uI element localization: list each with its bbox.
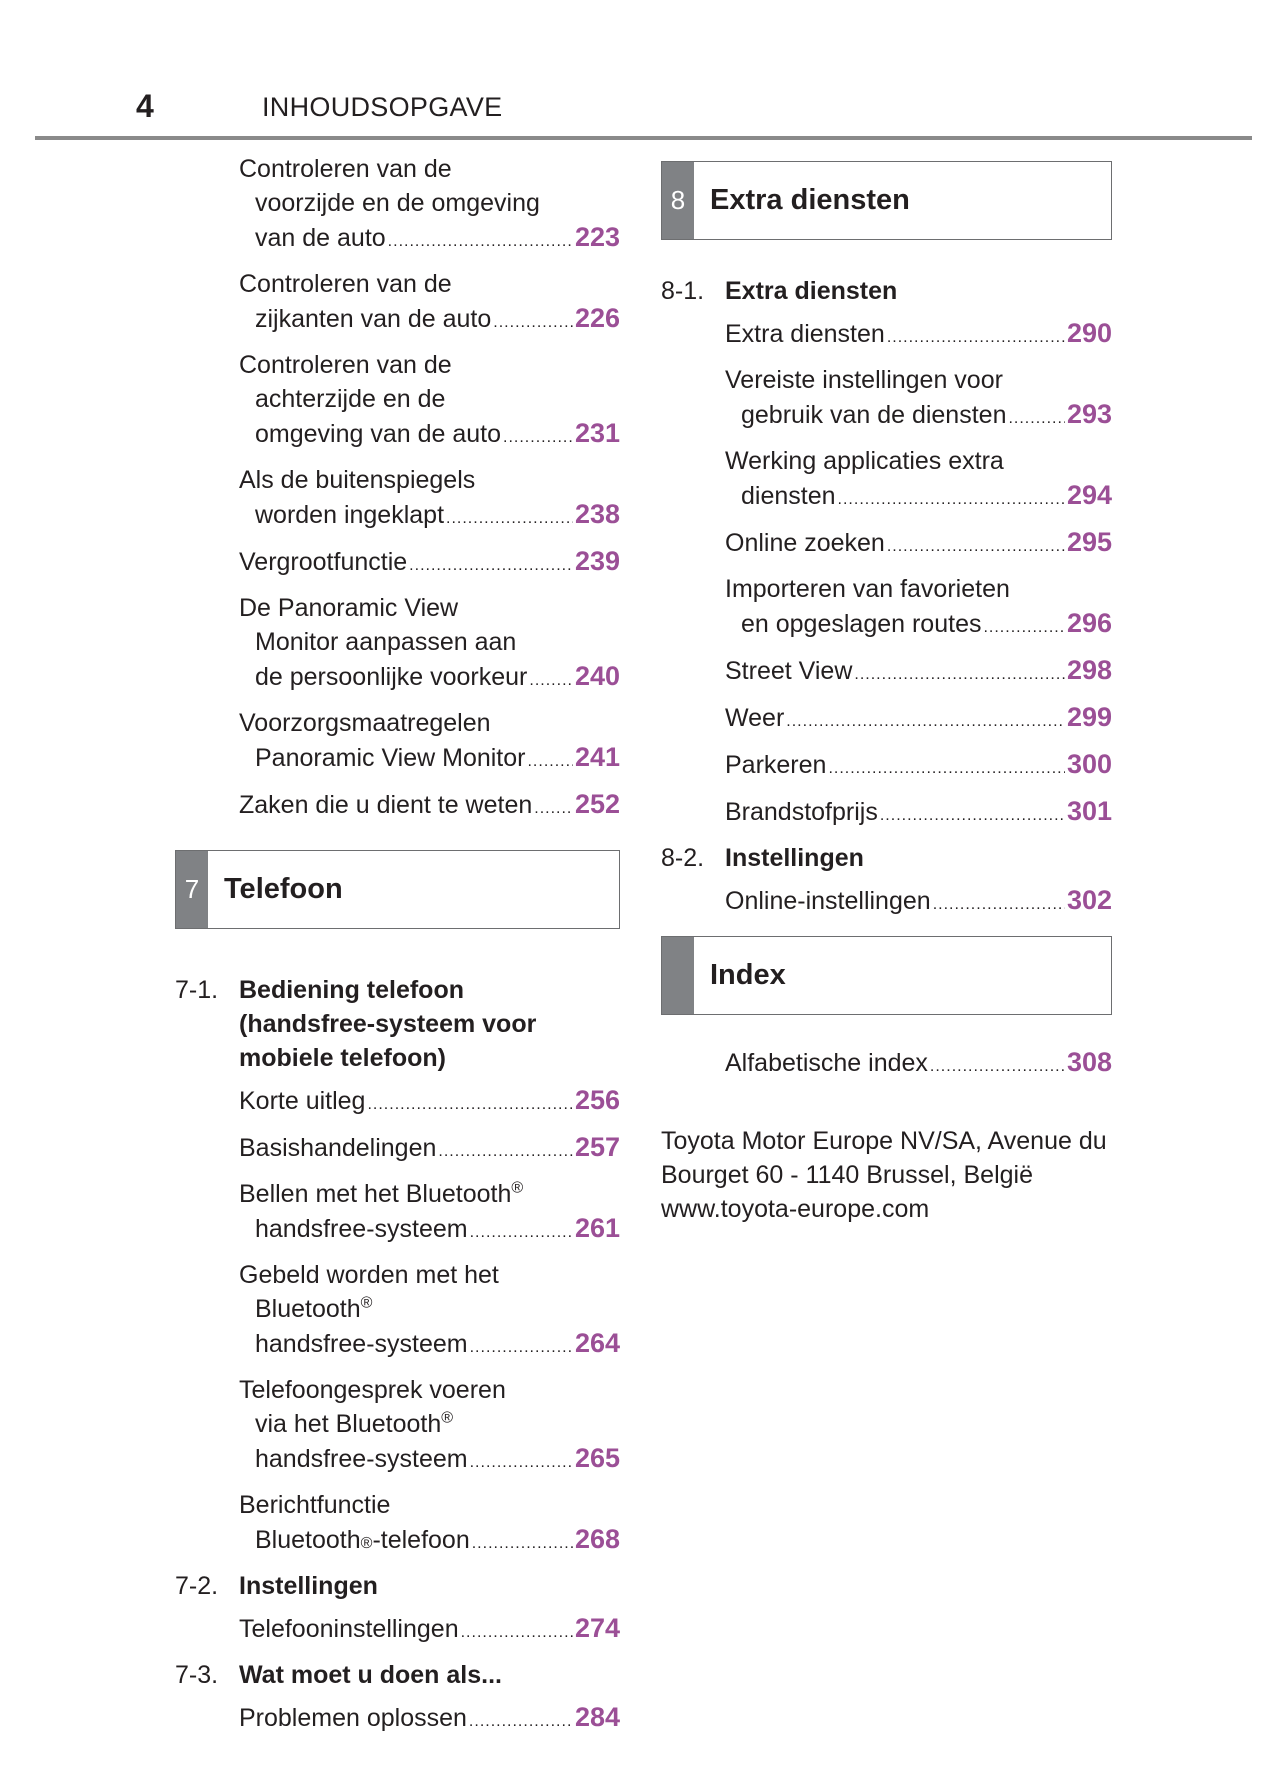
- dot-leader: [438, 1135, 573, 1169]
- toc-entry-text: Zaken die u dient te weten: [239, 791, 533, 819]
- toc-entry-text: Korte uitleg: [239, 1087, 366, 1115]
- toc-entry-text: Berichtfunctie: [239, 1491, 391, 1519]
- toc-page-number[interactable]: 240: [574, 661, 620, 691]
- toc-entry-text: Vergrootfunctie: [239, 548, 408, 576]
- toc-page-number[interactable]: 290: [1066, 318, 1112, 348]
- toc-page-number[interactable]: 274: [574, 1613, 620, 1643]
- toc-block-8-1: [725, 316, 1112, 833]
- page-number: 4: [136, 88, 154, 124]
- chapter-tab: [662, 937, 694, 1014]
- toc-page-number[interactable]: 261: [574, 1213, 620, 1243]
- toc-entry[interactable]: [239, 1611, 620, 1650]
- dot-leader: [367, 1088, 572, 1122]
- registered-mark: ®: [511, 1179, 524, 1197]
- toc-entry[interactable]: [725, 1045, 1112, 1084]
- toc-entry[interactable]: [725, 525, 1112, 564]
- toc-entry-text: Controleren van de: [239, 270, 452, 298]
- index-header[interactable]: [661, 936, 1112, 1015]
- toc-page-number[interactable]: 231: [574, 418, 620, 448]
- toc-entry[interactable]: [239, 1258, 620, 1365]
- section-label-line: (handsfree-systeem voor: [239, 1010, 537, 1038]
- toc-page-number[interactable]: 252: [574, 789, 620, 819]
- toc-page-number[interactable]: 300: [1066, 749, 1112, 779]
- dot-leader: [409, 549, 573, 583]
- toc-page-number[interactable]: 268: [574, 1524, 620, 1554]
- toc-entry[interactable]: [239, 1700, 620, 1739]
- toc-entry-text: Telefooninstellingen: [239, 1615, 459, 1643]
- chapter-title: Telefoon: [224, 873, 343, 905]
- dot-leader: [854, 658, 1065, 692]
- dot-leader: [838, 483, 1065, 517]
- toc-entry[interactable]: [725, 316, 1112, 355]
- toc-entry-text: Gebeld worden met het: [239, 1261, 499, 1289]
- toc-entry-text: Voorzorgsmaatregelen: [239, 709, 491, 737]
- toc-entry-text: Als de buitenspiegels: [239, 466, 476, 494]
- toc-entry-text: Online-instellingen: [725, 887, 931, 915]
- toc-entry-text: Problemen oplossen: [239, 1704, 467, 1732]
- registered-mark: ®: [441, 1409, 454, 1427]
- toc-entry-text: achterzijde en de: [255, 385, 446, 413]
- toc-entry-text: Bellen met het Bluetooth: [239, 1180, 512, 1208]
- toc-entry[interactable]: [725, 653, 1112, 692]
- toc-block-index: [725, 1045, 1112, 1084]
- toc-entry-text: Extra diensten: [725, 320, 885, 348]
- toc-entry-text: Monitor aanpassen aan: [255, 628, 517, 656]
- section-label: Instellingen: [239, 1572, 378, 1600]
- dot-leader: [880, 799, 1065, 833]
- toc-block-7-1: [239, 1083, 620, 1561]
- dot-leader: [493, 306, 573, 340]
- left-column: [175, 152, 620, 1747]
- section-number: 8-1.: [661, 277, 705, 305]
- address-line: Toyota Motor Europe NV/SA, Avenue du: [661, 1127, 1107, 1155]
- toc-page-number[interactable]: 301: [1066, 796, 1112, 826]
- dot-leader: [887, 530, 1065, 564]
- header-divider: [35, 136, 1252, 140]
- toc-entry[interactable]: [239, 591, 620, 698]
- dot-leader: [828, 752, 1064, 786]
- dot-leader: [527, 745, 572, 779]
- toc-page-number[interactable]: 257: [574, 1132, 620, 1162]
- toc-entry-text: diensten: [741, 482, 836, 510]
- toc-entry[interactable]: [239, 1130, 620, 1169]
- toc-entry[interactable]: [725, 444, 1112, 517]
- section-number: 7-2.: [175, 1572, 219, 1600]
- toc-page-number[interactable]: 256: [574, 1085, 620, 1115]
- page-header-title: INHOUDSOPGAVE: [262, 92, 503, 122]
- section-label: [239, 973, 620, 1075]
- toc-entry-text: Controleren van de: [239, 351, 452, 379]
- right-column: [661, 152, 1112, 1226]
- toc-page-number[interactable]: 238: [574, 499, 620, 529]
- section-label-line: Bediening telefoon: [239, 976, 464, 1004]
- dot-leader: [534, 792, 573, 826]
- toc-entry-text: omgeving van de auto: [255, 420, 502, 448]
- toc-entry-text: Street View: [725, 657, 853, 685]
- toc-entry-text: Basishandelingen: [239, 1134, 437, 1162]
- dot-leader: [446, 502, 573, 536]
- chapter-title: Index: [710, 959, 786, 991]
- dot-leader: [1008, 402, 1064, 436]
- chapter-8-header[interactable]: [661, 161, 1112, 240]
- toc-entry[interactable]: [725, 700, 1112, 739]
- toc-entry[interactable]: [239, 1373, 620, 1480]
- section-label-line: mobiele telefoon): [239, 1044, 446, 1072]
- toc-entry-text: via het Bluetooth: [255, 1410, 442, 1438]
- dot-leader: [469, 1705, 573, 1739]
- dot-leader: [786, 705, 1065, 739]
- toc-block-7-3: [239, 1700, 620, 1739]
- toc-entry-text: De Panoramic View: [239, 594, 459, 622]
- toc-page-number[interactable]: 302: [1066, 885, 1112, 915]
- toc-page-number[interactable]: 239: [574, 546, 620, 576]
- toc-entry-text: Werking applicaties extra: [725, 447, 1004, 475]
- toc-entry[interactable]: [725, 747, 1112, 786]
- toc-page-number[interactable]: 241: [574, 742, 620, 772]
- chapter-tab: 8: [662, 162, 694, 239]
- toc-page-number[interactable]: 265: [574, 1443, 620, 1473]
- toc-page-number[interactable]: 295: [1066, 527, 1112, 557]
- toc-page-number[interactable]: 264: [574, 1328, 620, 1358]
- address-line: www.toyota-europe.com: [661, 1195, 930, 1223]
- section-number: 7-1.: [175, 976, 219, 1004]
- dot-leader: [470, 1446, 573, 1480]
- dot-leader: [503, 421, 573, 455]
- toc-entry[interactable]: [725, 794, 1112, 833]
- toc-entry-text: worden ingeklapt: [255, 501, 445, 529]
- toc-entry[interactable]: Berichtfunctie Bluetooth ® -telefoon ..... 268: [239, 1488, 620, 1561]
- toc-entry[interactable]: [239, 152, 620, 259]
- dot-leader: [930, 1050, 1065, 1084]
- toc-entry-text: Parkeren: [725, 751, 827, 779]
- section-number: 8-2.: [661, 844, 705, 872]
- toc-entry-text: handsfree-systeem: [255, 1330, 468, 1358]
- toc-entry-text: Bluetooth: [255, 1526, 361, 1554]
- toc-entry-text: gebruik van de diensten: [741, 401, 1007, 429]
- dot-leader: [933, 888, 1065, 922]
- toc-entry[interactable]: [725, 572, 1112, 645]
- toc-entry[interactable]: [239, 348, 620, 455]
- toc-entry[interactable]: [239, 267, 620, 340]
- publisher-address: [661, 1124, 1112, 1226]
- toc-entry-text: -telefoon: [372, 1526, 470, 1554]
- section-7-3[interactable]: [175, 1658, 620, 1692]
- section-8-2[interactable]: [661, 841, 1112, 875]
- toc-entry-text: van de auto: [255, 224, 386, 252]
- toc-page-number[interactable]: 294: [1066, 480, 1112, 510]
- section-8-1[interactable]: [661, 274, 1112, 308]
- toc-block-camera: [239, 152, 620, 826]
- toc-page-number[interactable]: 299: [1066, 702, 1112, 732]
- toc-entry[interactable]: [239, 787, 620, 826]
- dot-leader: [470, 1331, 573, 1365]
- section-7-2[interactable]: [175, 1569, 620, 1603]
- toc-page-number[interactable]: 226: [574, 303, 620, 333]
- toc-entry-text: Weer: [725, 704, 785, 732]
- dot-leader: [529, 664, 573, 698]
- toc-entry-text: en opgeslagen routes: [741, 610, 982, 638]
- toc-entry-text: Telefoongesprek voeren: [239, 1376, 506, 1404]
- toc-entry[interactable]: [239, 1083, 620, 1122]
- toc-entry[interactable]: [239, 706, 620, 779]
- toc-entry-text: Vereiste instellingen voor: [725, 366, 1003, 394]
- toc-entry-text: Controleren van de: [239, 155, 452, 183]
- dot-leader: [470, 1216, 573, 1250]
- toc-entry-text: Importeren van favorieten: [725, 575, 1010, 603]
- chapter-7-header[interactable]: [175, 850, 620, 929]
- toc-entry[interactable]: [725, 883, 1112, 922]
- toc-entry[interactable]: [239, 1177, 620, 1250]
- toc-entry-text: Alfabetische index: [725, 1049, 928, 1077]
- section-label: Extra diensten: [725, 277, 898, 305]
- toc-page-number[interactable]: 296: [1066, 608, 1112, 638]
- toc-entry-text: handsfree-systeem: [255, 1445, 468, 1473]
- address-line: Bourget 60 - 1140 Brussel, België: [661, 1161, 1033, 1189]
- dot-leader: [461, 1616, 573, 1650]
- toc-entry-text: Brandstofprijs: [725, 798, 878, 826]
- toc-entry-text: de persoonlijke voorkeur: [255, 663, 528, 691]
- toc-block-8-2: [725, 883, 1112, 922]
- section-7-1[interactable]: [175, 973, 620, 1075]
- toc-entry-text: Panoramic View Monitor: [255, 744, 526, 772]
- toc-page-number[interactable]: 284: [574, 1702, 620, 1732]
- chapter-title: Extra diensten: [710, 184, 910, 216]
- toc-entry[interactable]: [239, 544, 620, 583]
- dot-leader: [388, 225, 573, 259]
- toc-page-number[interactable]: 308: [1066, 1047, 1112, 1077]
- toc-page-number[interactable]: 293: [1066, 399, 1112, 429]
- dot-leader: [887, 321, 1065, 355]
- toc-entry[interactable]: [725, 363, 1112, 436]
- chapter-tab: 7: [176, 851, 208, 928]
- dot-leader: [472, 1527, 573, 1561]
- toc-block-7-2: [239, 1611, 620, 1650]
- section-label: Instellingen: [725, 844, 864, 872]
- registered-mark: ®: [360, 1294, 373, 1312]
- toc-entry-text: voorzijde en de omgeving: [255, 189, 540, 217]
- toc-entry[interactable]: [239, 463, 620, 536]
- section-label: Wat moet u doen als...: [239, 1661, 502, 1689]
- toc-entry-text: zijkanten van de auto: [255, 305, 492, 333]
- toc-page-number[interactable]: 223: [574, 222, 620, 252]
- toc-entry-text: Online zoeken: [725, 529, 885, 557]
- section-number: 7-3.: [175, 1661, 219, 1689]
- toc-entry-text: Bluetooth: [255, 1295, 361, 1323]
- toc-entry-text: handsfree-systeem: [255, 1215, 468, 1243]
- toc-page-number[interactable]: 298: [1066, 655, 1112, 685]
- dot-leader: [983, 611, 1064, 645]
